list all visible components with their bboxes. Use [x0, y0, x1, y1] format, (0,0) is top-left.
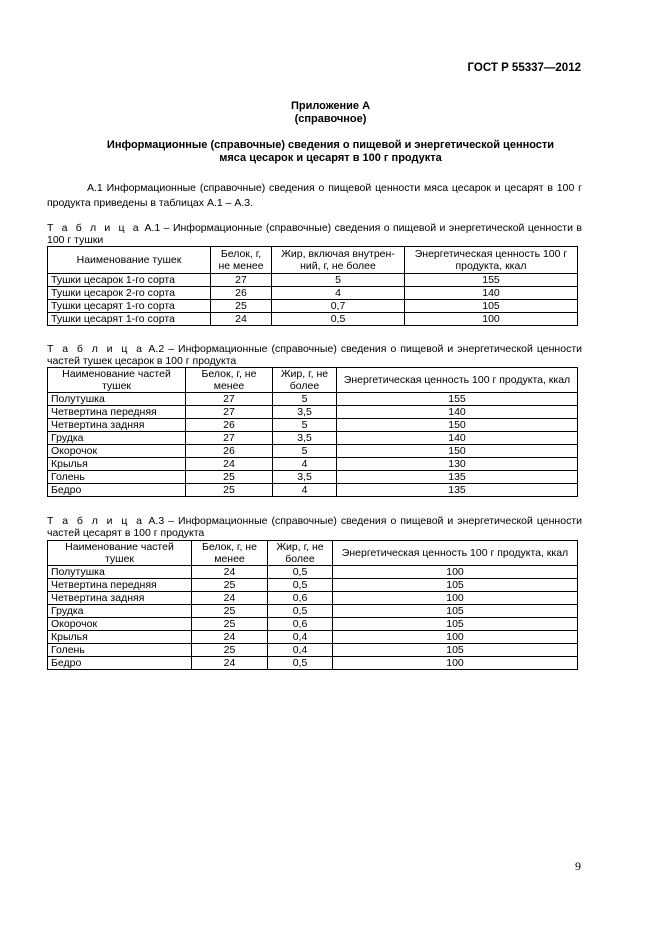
table-row	[48, 419, 578, 432]
table-cell: 0,6	[268, 592, 333, 605]
table-row	[48, 471, 578, 484]
table-cell: Окорочок	[48, 445, 186, 458]
table-cell: 0,5	[268, 657, 333, 670]
table-row	[48, 605, 578, 618]
table-cell: Грудка	[48, 432, 186, 445]
table-a2	[47, 367, 578, 497]
table-header-cell: Наименование частей тушек	[48, 368, 186, 393]
table-cell: Тушки цесарят 1-го сорта	[48, 300, 211, 313]
table-cell: 130	[337, 458, 578, 471]
table-cell: 25	[211, 300, 272, 313]
table-row	[48, 484, 578, 497]
table-cell: 105	[333, 618, 578, 631]
table-cell: Четвертина передняя	[48, 579, 192, 592]
table-cell: 26	[186, 419, 273, 432]
table-header-cell: Белок, г, не менее	[192, 541, 268, 566]
table-cell: 5	[273, 393, 337, 406]
table-cell: 27	[186, 406, 273, 419]
table-cell: 0,4	[268, 644, 333, 657]
table-cell: Голень	[48, 471, 186, 484]
table-cell: Полутушка	[48, 566, 192, 579]
table-cell: 25	[192, 579, 268, 592]
table-cell: 27	[211, 274, 272, 287]
table-cell: 100	[405, 313, 578, 326]
table-cell: 155	[405, 274, 578, 287]
table-cell: 25	[192, 644, 268, 657]
table-row	[48, 406, 578, 419]
table-cell: 4	[273, 484, 337, 497]
table-row	[48, 393, 578, 406]
table-cell: 24	[186, 458, 273, 471]
table-cell: 27	[186, 393, 273, 406]
table-cell: Крылья	[48, 631, 192, 644]
table-row	[48, 657, 578, 670]
table-cell: 0,5	[268, 566, 333, 579]
table-cell: 3,5	[273, 432, 337, 445]
table-cell: 24	[192, 592, 268, 605]
table-cell: 5	[273, 419, 337, 432]
table-cell: 25	[186, 471, 273, 484]
appendix-heading-line2: мяса цесарок и цесарят в 100 г продукта	[219, 152, 442, 164]
table-cell: 105	[405, 300, 578, 313]
table-header-cell: Белок, г, не менее	[211, 247, 272, 274]
table-cell: Четвертина задняя	[48, 419, 186, 432]
table-cell: 24	[192, 657, 268, 670]
table-header-cell: Наименование тушек	[48, 247, 211, 274]
table-a1-caption	[47, 222, 582, 246]
table-row	[48, 274, 578, 287]
table-cell: 0,5	[272, 313, 405, 326]
table-cell: 5	[272, 274, 405, 287]
table-a3-caption	[47, 515, 582, 539]
table-header-row	[48, 368, 578, 393]
intro-paragraph: А.1 Информационные (справочные) сведения о пищевой ценности мяса цесарок и цесарят в 100 г продукта приведены в таблицах А.1 – А.3.	[47, 182, 582, 209]
table-cell: 105	[333, 644, 578, 657]
table-header-cell: Жир, включая внутрен-ний, г, не более	[272, 247, 405, 274]
table-cell: 150	[337, 445, 578, 458]
table-cell: 5	[273, 445, 337, 458]
table-cell: 135	[337, 484, 578, 497]
table-row	[48, 566, 578, 579]
table-header-cell: Энергетическая ценность 100 г продукта, ккал	[337, 368, 578, 393]
table-row	[48, 300, 578, 313]
table-cell: 150	[337, 419, 578, 432]
table-cell: 25	[192, 618, 268, 631]
table-row	[48, 287, 578, 300]
table-cell: 105	[333, 579, 578, 592]
table-cell: 100	[333, 657, 578, 670]
table-header-cell: Белок, г, не менее	[186, 368, 273, 393]
table-cell: Четвертина передняя	[48, 406, 186, 419]
document-id: ГОСТ Р 55337—2012	[467, 62, 581, 74]
table-a1	[47, 246, 578, 326]
table-row	[48, 458, 578, 471]
table-cell: 0,6	[268, 618, 333, 631]
table-header-cell: Энергетическая ценность 100 г продукта, ккал	[333, 541, 578, 566]
table-cell: 25	[186, 484, 273, 497]
table-row	[48, 631, 578, 644]
table-cell: 105	[333, 605, 578, 618]
table-cell: Грудка	[48, 605, 192, 618]
table-cell: Тушки цесарок 1-го сорта	[48, 274, 211, 287]
table-cell: 155	[337, 393, 578, 406]
table-cell: 0,4	[268, 631, 333, 644]
table-cell: 24	[192, 566, 268, 579]
table-header-row	[48, 541, 578, 566]
table-row	[48, 644, 578, 657]
table-row	[48, 445, 578, 458]
table-a1-caption-text: А.1 – Информационные (справочные) сведения о пищевой и энергетической ценности в 100 г тушки	[47, 222, 582, 246]
table-cell: 24	[211, 313, 272, 326]
table-cell: Голень	[48, 644, 192, 657]
table-cell: 140	[405, 287, 578, 300]
table-cell: 24	[192, 631, 268, 644]
table-cell: 3,5	[273, 406, 337, 419]
table-row	[48, 618, 578, 631]
table-header-row	[48, 247, 578, 274]
appendix-subtitle: (справочное)	[294, 113, 367, 125]
table-header-cell: Наименование частей тушек	[48, 541, 192, 566]
table-cell: Крылья	[48, 458, 186, 471]
table-cell: 140	[337, 406, 578, 419]
table-header-cell: Энергетическая ценность 100 г продукта, ккал	[405, 247, 578, 274]
table-cell: 26	[211, 287, 272, 300]
appendix-heading-line1: Информационные (справочные) сведения о пищевой и энергетической ценности	[106, 139, 555, 151]
table-a1-caption-prefix: Т а б л и ц а	[47, 222, 142, 234]
table-cell: Бедро	[48, 657, 192, 670]
table-cell: Тушки цесарок 2-го сорта	[48, 287, 211, 300]
table-a3	[47, 540, 578, 670]
table-cell: 0,5	[268, 579, 333, 592]
appendix-title: Приложение А	[290, 100, 371, 112]
table-a2-caption-prefix: Т а б л и ц а	[47, 343, 145, 355]
table-row	[48, 592, 578, 605]
table-cell: 27	[186, 432, 273, 445]
table-cell: 100	[333, 566, 578, 579]
table-row	[48, 579, 578, 592]
page-number: 9	[575, 859, 581, 873]
table-cell: 0,5	[268, 605, 333, 618]
table-cell: Тушки цесарят 1-го сорта	[48, 313, 211, 326]
table-cell: Окорочок	[48, 618, 192, 631]
table-cell: 135	[337, 471, 578, 484]
table-cell: 4	[273, 458, 337, 471]
table-a2-caption	[47, 343, 582, 367]
table-cell: Бедро	[48, 484, 186, 497]
table-row	[48, 432, 578, 445]
table-cell: 25	[192, 605, 268, 618]
table-cell: 26	[186, 445, 273, 458]
table-cell: 100	[333, 592, 578, 605]
table-a3-caption-text: А.3 – Информационные (справочные) сведения о пищевой и энергетической ценности частей цесарят в 100 г продукта	[47, 515, 582, 539]
table-header-cell: Жир, г, не более	[268, 541, 333, 566]
table-header-cell: Жир, г, не более	[273, 368, 337, 393]
table-cell: Полутушка	[48, 393, 186, 406]
table-cell: 140	[337, 432, 578, 445]
table-cell: 3,5	[273, 471, 337, 484]
table-cell: 0,7	[272, 300, 405, 313]
table-a3-caption-prefix: Т а б л и ц а	[47, 515, 145, 527]
table-cell: 100	[333, 631, 578, 644]
table-row	[48, 313, 578, 326]
table-a2-caption-text: А.2 – Информационные (справочные) сведения о пищевой и энергетической ценности частей тушек цесарок в 100 г продукта	[47, 343, 582, 367]
table-cell: Четвертина задняя	[48, 592, 192, 605]
table-cell: 4	[272, 287, 405, 300]
